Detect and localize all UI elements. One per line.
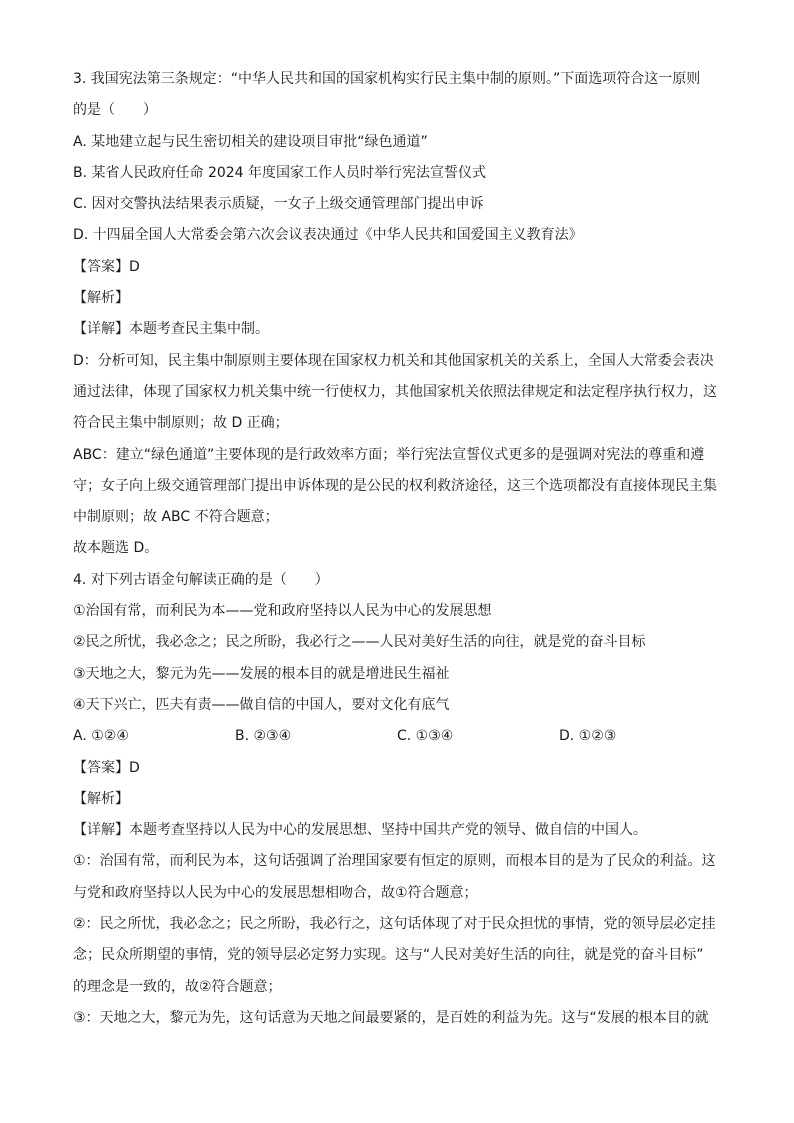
q3-detail: 【详解】本题考查民主集中制。 (73, 321, 269, 338)
q3-option-b: B. 某省人民政府任命 2024 年度国家工作人员时举行宪法宣誓仪式 (73, 164, 487, 181)
q4-answer-value: D (129, 759, 140, 776)
q3-explanation-line-5: 守；女子向上级交通管理部门提出申诉体现的是公民的权利救济途径，这三个选项都没有直接体现民主集 (73, 477, 717, 494)
q3-explanation-line-6: 中制原则；故 ABC 不符合题意； (73, 509, 279, 526)
document-content (73, 64, 733, 1034)
q3-option-a: A. 某地建立起与民生密切相关的建设项目审批“绿色通道” (73, 133, 428, 150)
q4-item-3: ③天地之大，黎元为先——发展的根本目的就是增进民生福祉 (73, 665, 450, 682)
q4-stem: 4. 对下列古语金句解读正确的是（ ） (73, 571, 329, 588)
q4-option-b: B. ②③④ (235, 728, 292, 745)
q3-stem-line-1: 3. 我国宪法第三条规定：“中华人民共和国的国家机构实行民主集中制的原则。”下面选项符合这一原则 (73, 71, 701, 87)
q4-analysis-label: 【解析】 (73, 790, 129, 807)
q3-explanation-line-2: 通过法律，体现了国家权力机关集中统一行使权力，其他国家机关依照法律规定和法定程序执行权力，这 (73, 383, 717, 400)
q3-conclusion: 故本题选 D。 (73, 540, 159, 557)
q3-option-d: D. 十四届全国人大常委会第六次会议表决通过《中华人民共和国爱国主义教育法》 (73, 227, 583, 244)
q4-item-2: ②民之所忧，我必念之；民之所盼，我必行之——人民对美好生活的向往，就是党的奋斗目标 (73, 634, 646, 651)
q4-explanation-line-3: ②：民之所忧，我必念之；民之所盼，我必行之，这句话体现了对于民众担忧的事情，党的领导层必定挂 (73, 916, 716, 933)
q4-item-1: ①治国有常，而利民为本——党和政府坚持以人民为中心的发展思想 (73, 603, 492, 620)
q4-explanation-line-2: 与党和政府坚持以人民为中心的发展思想相吻合，故①符合题意； (73, 884, 478, 901)
q4-explanation-line-5: 的理念是一致的，故②符合题意； (73, 978, 282, 995)
q3-answer (73, 252, 733, 283)
q3-stem-line-2: 的是（ ） (73, 102, 157, 119)
q4-answer-label: 【答案】 (73, 759, 129, 776)
q4-option-a: A. ①②④ (73, 728, 129, 745)
q4-options-row (73, 721, 733, 752)
q4-answer (73, 753, 733, 784)
q4-explanation-line-1: ①：治国有常，而利民为本，这句话强调了治理国家要有恒定的原则，而根本目的是为了民众的利益。这 (73, 853, 716, 870)
q4-explanation-line-6: ③：天地之大，黎元为先，这句话意为天地之间最要紧的，是百姓的利益为先。这与“发展的根本目的就 (73, 1009, 709, 1026)
q4-explanation-line-4: 念；民众所期望的事情，党的领导层必定努力实现。这与“人民对美好生活的向往，就是党的奋斗目标” (73, 947, 704, 964)
q3-analysis-label: 【解析】 (73, 290, 129, 307)
q4-item-4: ④天下兴亡，匹夫有责——做自信的中国人，要对文化有底气 (73, 696, 450, 713)
q3-answer-value: D (129, 258, 140, 275)
q4-option-d: D. ①②③ (559, 728, 617, 745)
q3-option-c: C. 因对交警执法结果表示质疑，一女子上级交通管理部门提出申诉 (73, 196, 484, 213)
q3-answer-label: 【答案】 (73, 258, 129, 275)
q3-explanation-line-1: D：分析可知，民主集中制原则主要体现在国家权力机关和其他国家机关的关系上，全国人大常委会表决 (73, 352, 714, 369)
q3-explanation-line-4: ABC：建立“绿色通道”主要体现的是行政效率方面；举行宪法宣誓仪式更多的是强调对宪法的尊重和遵 (73, 446, 705, 463)
q4-option-c: C. ①③④ (397, 728, 454, 745)
q3-explanation-line-3: 符合民主集中制原则；故 D 正确； (73, 415, 289, 432)
q4-detail: 【详解】本题考查坚持以人民为中心的发展思想、坚持中国共产党的领导、做自信的中国人。 (73, 822, 647, 839)
